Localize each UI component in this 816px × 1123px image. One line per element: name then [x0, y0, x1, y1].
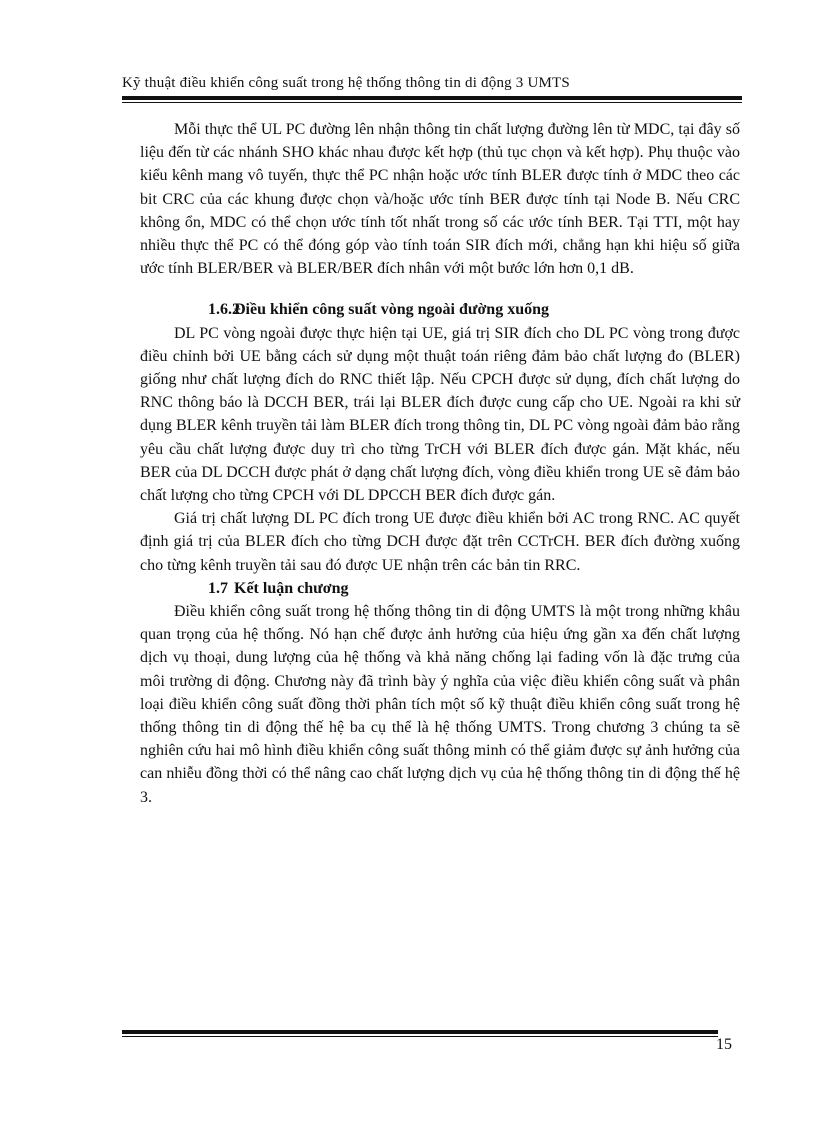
paragraph-dl-pc: DL PC vòng ngoài được thực hiện tại UE, giá trị SIR đích cho DL PC vòng trong được điều chỉnh bởi UE bằng cách sử dụng một thuật toán riêng đảm bảo chất lượng đo (BLER) giống như chất lượng đích do RNC thiết lập. Nếu CPCH được sử dụng, đích chất lượng do RNC thông báo là DCCH BER, trái lại BLER đích được cung cấp cho UE. Ngoài ra khi sử dụng BLER kênh truyền tải làm BLER đích trong thông tin, DL PC vòng ngoài đảm bảo rằng yêu cầu chất lượng được duy trì cho từng TrCH với BLER đích được gán. Mặt khác, nếu BER của DL DCCH được phát ở dạng chất lượng đích, vòng điều khiển trong UE sẽ đảm bảo chất lượng cho từng CPCH với DL DPCCH BER đích được gán. — [140, 324, 740, 505]
running-header: Kỹ thuật điều khiển công suất trong hệ thống thông tin di động 3 UMTS — [122, 75, 570, 91]
section-number: 1.6.2 — [208, 301, 240, 319]
page-number: 15 — [716, 1036, 732, 1053]
footer-rule-thick — [122, 1030, 718, 1034]
header-rule-thick — [122, 96, 742, 100]
paragraph-conclusion: Điều khiển công suất trong hệ thống thông tin di động UMTS là một trong những khâu quan trọng của hệ thống. Nó hạn chế được ảnh hưởng của hiệu ứng gần xa đến chất lượng dịch vụ thoại, dung lượng của hệ thống và khả năng chống lại fading vốn là đặc trưng của môi trường di động. Chương này đã trình bày ý nghĩa của việc điều khiển công suất và phân loại điều khiển công suất đồng thời phân tích một số kỹ thuật điều khiển công suất trong hệ thống thông tin di động thế hệ ba cụ thể là hệ thống UMTS. Trong chương 3 chúng ta sẽ nghiên cứu hai mô hình điều khiển công suất thông minh có thể giảm được sự ảnh hưởng của can nhiễu đồng thời có thể nâng cao chất lượng dịch vụ của hệ thống thông tin di động thế hệ 3. — [140, 603, 740, 806]
paragraph-dl-pc-quality: Giá trị chất lượng DL PC đích trong UE được điều khiển bởi AC trong RNC. AC quyết định giá trị của BLER đích cho từng DCH được đặt trên CCTrCH. BER đích đường xuống cho từng kênh truyền tải sau đó được UE nhận trên các bản tin RRC. — [140, 510, 740, 574]
header-rule-thin — [122, 102, 742, 103]
section-heading-1-7 — [140, 577, 740, 600]
page-body — [140, 118, 740, 809]
footer-rule-thin — [122, 1036, 718, 1037]
section-title: Kết luận chương — [234, 579, 349, 597]
paragraph-ul-pc: Mỗi thực thể UL PC đường lên nhận thông tin chất lượng đường lên từ MDC, tại đây số liệu đến từ các nhánh SHO khác nhau được kết hợp (thủ tục chọn và kết hợp). Phụ thuộc vào kiểu kênh mang vô tuyến, thực thể PC nhận hoặc ước tính BLER được tính ở MDC theo các bit CRC của các khung được chọn và/hoặc ước tính BER được tính tại Node B. Nếu CRC không ổn, MDC có thể chọn ước tính tốt nhất trong số các ước tính BER. Tại TTI, một hay nhiều thực thể PC có thể đóng góp vào tính toán SIR đích mới, chẳng hạn khi hiệu số giữa ước tính BLER/BER và BLER/BER đích nhân với một bước lớn hơn 0,1 dB. — [140, 121, 740, 278]
section-heading-1-6-2 — [140, 298, 740, 321]
section-number: 1.7 — [208, 579, 228, 597]
spacer — [140, 280, 740, 298]
section-title: Điều khiển công suất vòng ngoài đường xuống — [234, 301, 549, 319]
